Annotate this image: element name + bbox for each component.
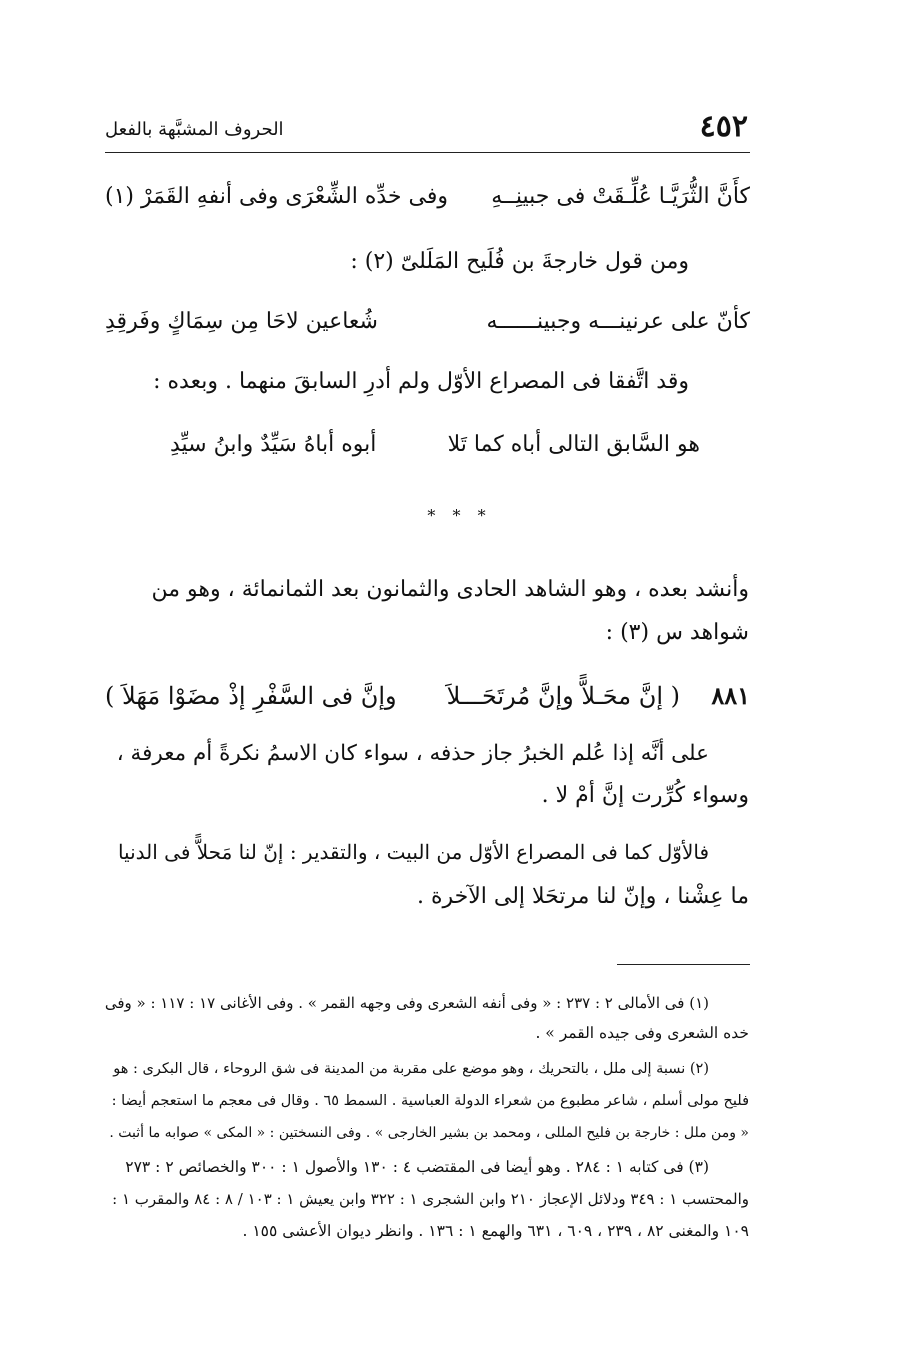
footnote-line: خده الشعرى وفى جيده القمر » . — [535, 1024, 749, 1042]
verse-line — [170, 428, 700, 462]
body-text-line: شواهد س (٣) : — [605, 620, 749, 645]
verse-second-hemistich: شُعاعين لاحَا مِن سِمَاكٍ وفَرقِدِ — [105, 309, 378, 334]
page-number: ٤٥٢ — [699, 109, 748, 144]
numbered-verse — [105, 678, 750, 714]
body-text-line: فالأوّل كما فى المصراع الأوّل من البيت ، والتقدير : إنّ لنا مَحلاًّ فى الدنيا — [117, 840, 709, 864]
verse-first-hemistich: كأَنَّ الثُّرَيَّـا عُلِّـقَتْ فى جبينِــهِ — [491, 184, 750, 209]
body-text-line: وسواء كُرِّرت إنَّ أمْ لا . — [541, 783, 749, 808]
footnote-line: (٢) نسبة إلى ملل ، بالتحريك ، وهو موضع على مقربة من المدينة فى شق الروحاء ، قال البكرى : هو — [113, 1061, 709, 1077]
footnote-separator — [617, 964, 750, 965]
verse-line — [105, 180, 750, 214]
body-text-line: على أنَّه إذا عُلم الخبرُ جاز حذفه ، سواء كان الاسمُ نكرةً أم معرفة ، — [116, 741, 709, 766]
running-head: الحروف المشبَّهة بالفعل — [105, 119, 284, 140]
body-text-line: ما عِشْنا ، وإنّ لنا مرتحَلا إلى الآخرة . — [416, 884, 749, 909]
footnote-line: « ومن ملل : خارجة بن فليح المللى ، ومحمد بن بشير الخارجى » . وفى النسختين : « المكى » صوابه ما أثبت . — [109, 1125, 749, 1141]
verse-first-hemistich: هو السَّابق التالى أباه كما تَلا — [447, 432, 700, 457]
footnote-line: (٣) فى كتابه ١ : ٢٨٤ . وهو أيضا فى المقتضب ٤ : ١٣٠ والأصول ١ : ٣٠٠ والخصائص ٢ : ٢٧٣ — [125, 1158, 709, 1176]
page-header — [105, 108, 750, 153]
verse-first-hemistich: كأنّ على عرنينـــه وجبينــــــه — [486, 309, 750, 334]
body-text-line: وقد اتَّفقا فى المصراع الأوّل ولم أدرِ السابقَ منهما . وبعده : — [153, 369, 689, 394]
footnote-line: والمحتسب ١ : ٣٤٩ ودلائل الإعجاز ٢١٠ وابن الشجرى ١ : ٣٢٢ وابن يعيش ١ : ١٠٣ / ٨ : ٨٤ والمقرب ١ : — [112, 1190, 749, 1208]
footnote-line: فليح مولى أسلم ، شاعر مطبوع من شعراء الدولة العباسية . السمط ٦٥ . وقال فى معجم ما استعجم أيضا : — [111, 1093, 749, 1109]
verse-number: ٨٨١ — [711, 681, 750, 710]
verse-second-hemistich: أبوه أباهُ سَيِّدٌ وابنُ سيِّدِ — [170, 432, 377, 457]
verse-first-hemistich: ( إنَّ محَـلاًّ وإنَّ مُرتَحَـــلاَ — [446, 682, 680, 710]
body-text-line: ومن قول خارجةَ بن فُلَيح المَلَلىّ (٢) : — [350, 249, 689, 274]
verse-line — [105, 305, 750, 339]
footnote-line: ١٠٩ والمغنى ٨٢ ، ٢٣٩ ، ٦٠٩ ، ٦٣١ والهمع ١ : ١٣٦ . وانظر ديوان الأعشى ١٥٥ . — [242, 1222, 749, 1240]
section-divider: * * * — [427, 506, 492, 525]
body-text-line: وأنشد بعده ، وهو الشاهد الحادى والثمانون بعد الثمانمائة ، وهو من — [151, 577, 749, 602]
footnote-line: (١) فى الأمالى ٢ : ٢٣٧ : « وفى أنفه الشعرى وفى وجهه القمر » . وفى الأغانى ١٧ : ١١٧ : « وفى — [104, 994, 709, 1012]
verse-second-hemistich: وفى خدِّه الشِّعْرَى وفى أنفهِ القَمَرْ (١) — [105, 184, 448, 209]
verse-second-hemistich: وإنَّ فى السَّفْرِ إذْ مضَوْا مَهَلاَ ) — [105, 682, 397, 710]
